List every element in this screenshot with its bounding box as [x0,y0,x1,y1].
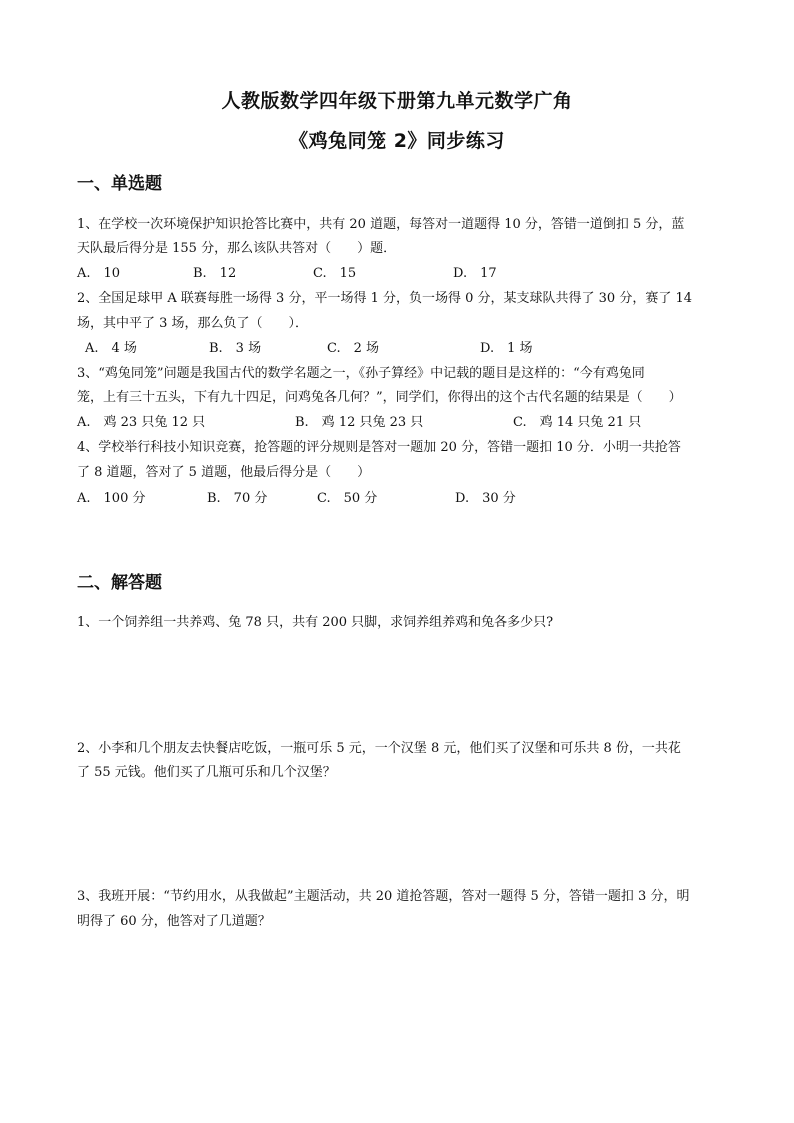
worksheet-subtitle: 《鸡兔同笼 2》同步练习 [289,130,505,152]
answer-option: C. 2 场 [327,341,380,356]
answer-option: D. 17 [453,266,497,281]
answer-option: A. 4 场 [85,341,137,356]
answer-option: A. 10 [77,266,121,281]
section-heading-multiple-choice: 一、单选题 [77,174,162,194]
answer-option: D. 1 场 [480,341,533,356]
question-text: 1、一个饲养组一共养鸡、兔 78 只，共有 200 只脚，求饲养组养鸡和兔各多少只? [77,615,554,630]
question-text: 4、学校举行科技小知识竞赛，抢答题的评分规则是答对一题加 20 分，答错一题扣 10 分．小明一共抢答 [77,440,681,455]
answer-option: B. 70 分 [207,491,268,506]
question-text: 2、小李和几个朋友去快餐店吃饭，一瓶可乐 5 元，一个汉堡 8 元，他们买了汉堡和可乐共 8 份，一共花 [77,741,681,756]
question-text: 1、在学校一次环境保护知识抢答比赛中，共有 20 道题，每答对一道题得 10 分，答错一道倒扣 5 分，蓝 [77,217,685,232]
section-heading-word-problems: 二、解答题 [77,573,162,593]
answer-option: A. 100 分 [77,491,146,506]
question-text: 天队最后得分是 155 分，那么该队共答对（ ）题． [77,241,397,256]
worksheet-title: 人教版数学四年级下册第九单元数学广角 [221,90,573,112]
question-text: 场，其中平了 3 场，那么负了（ ）． [77,316,309,331]
question-text: 2、全国足球甲 A 联赛每胜一场得 3 分，平一场得 1 分，负一场得 0 分，某支球队共得了 30 分，赛了 14 [77,291,693,306]
answer-option: C. 50 分 [317,491,378,506]
question-text: 了 55 元钱。他们买了几瓶可乐和几个汉堡？ [77,765,336,780]
answer-option: B. 3 场 [209,341,262,356]
question-text: 3、“鸡兔同笼”问题是我国古代的数学名题之一，《孙子算经》中记载的题目是这样的：“今有鸡兔同 [77,366,645,381]
answer-option: C. 15 [313,266,357,281]
answer-option: B. 12 [193,266,237,281]
answer-option: C. 鸡 14 只兔 21 只 [513,415,642,430]
question-text: 3、我班开展：“节约用水，从我做起”主题活动，共 20 道抢答题，答对一题得 5 分，答错一题扣 3 分，明 [77,889,690,904]
answer-option: B. 鸡 12 只兔 23 只 [295,415,424,430]
answer-option: A. 鸡 23 只兔 12 只 [77,415,206,430]
answer-option: D. 30 分 [455,491,516,506]
question-text: 了 8 道题，答对了 5 道题，他最后得分是（ ） [77,465,371,480]
question-text: 笼，上有三十五头，下有九十四足，问鸡兔各几何？”，同学们，你得出的这个古代名题的结果是（ ） [77,390,682,405]
question-text: 明得了 60 分，他答对了几道题？ [77,914,271,929]
